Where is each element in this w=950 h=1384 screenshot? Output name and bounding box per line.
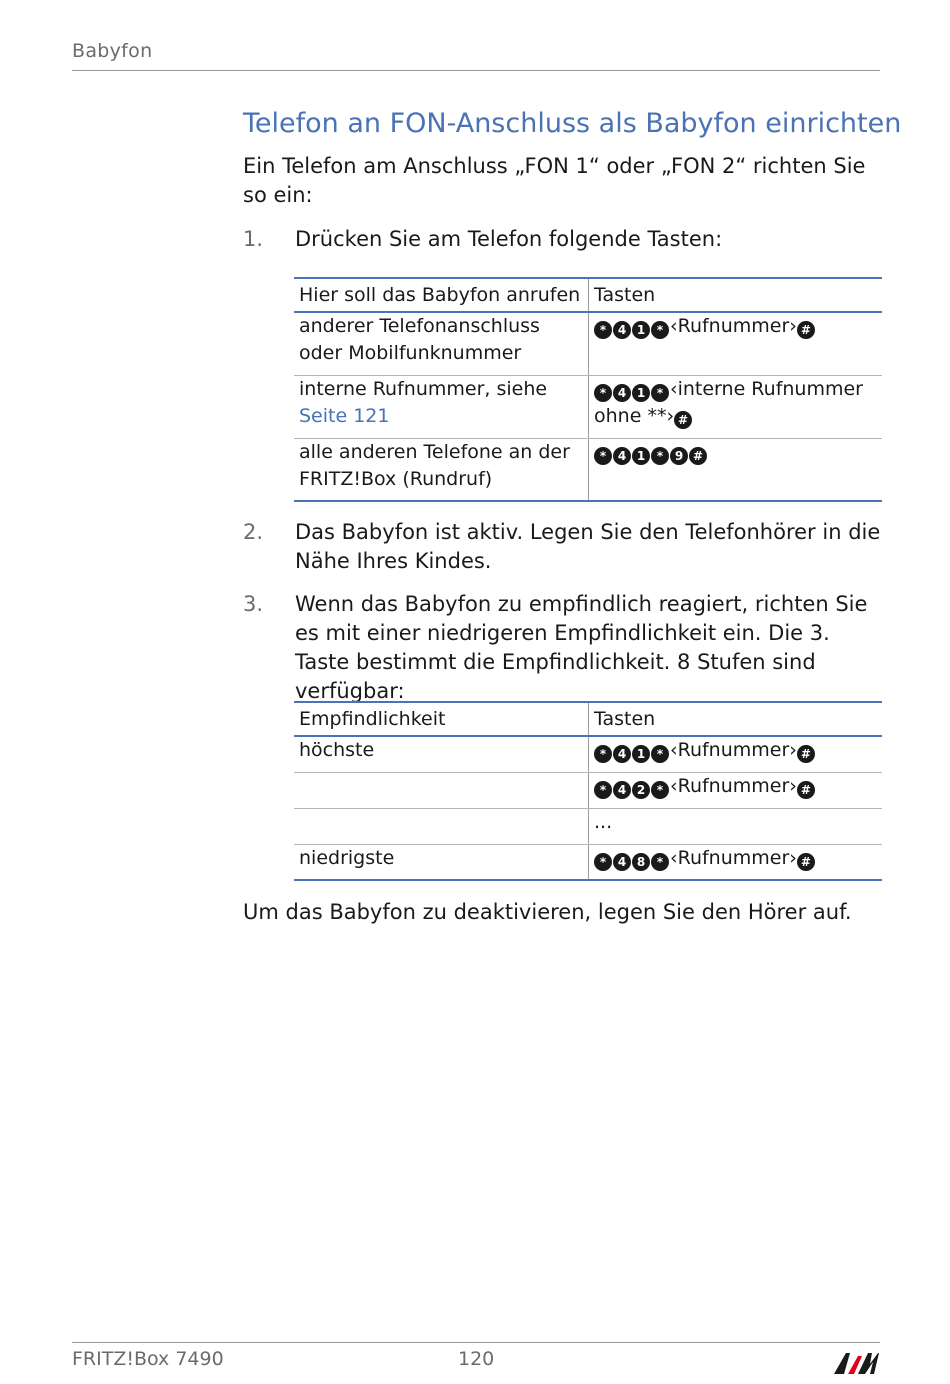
footer-product-name: FRITZ!Box 7490: [72, 1348, 224, 1370]
star-key-icon: *: [651, 384, 669, 402]
digit-1-key-icon: 1: [632, 745, 650, 763]
key-sequence-cell: [589, 312, 883, 375]
destination-cell: alle anderen Telefone an der FRITZ!Box (Rundruf): [294, 438, 589, 501]
hash-key-icon: #: [674, 411, 692, 429]
table-row: [294, 844, 882, 880]
sensitivity-keys-table: [294, 701, 882, 881]
column-header-destination: Hier soll das Babyfon anrufen: [294, 278, 589, 312]
sensitivity-cell: [294, 772, 589, 808]
closing-paragraph: Um das Babyfon zu deaktivieren, legen Sie den Hörer auf.: [243, 900, 852, 924]
key-sequence-text: ‹Rufnummer›: [670, 315, 797, 337]
key-sequence-text: ‹Rufnummer›: [670, 774, 797, 797]
star-key-icon: *: [651, 781, 669, 799]
hash-key-icon: #: [689, 447, 707, 465]
destination-cell: anderer Telefonanschluss oder Mobilfunknummer: [294, 312, 589, 375]
step-text: Drücken Sie am Telefon folgende Tasten:: [295, 227, 723, 251]
digit-4-key-icon: 4: [613, 745, 631, 763]
column-header-keys: Tasten: [589, 702, 883, 736]
page-number: 120: [458, 1348, 495, 1370]
star-key-icon: *: [651, 853, 669, 871]
intro-paragraph: Ein Telefon am Anschluss „FON 1“ oder „FON 2“ richten Sie so ein:: [243, 154, 866, 207]
star-key-icon: *: [651, 447, 669, 465]
key-sequence-text: ‹interne Rufnummer ohne **›: [594, 377, 863, 427]
step-number: 1.: [243, 227, 264, 251]
digit-9-key-icon: 9: [670, 447, 688, 465]
hash-key-icon: #: [797, 781, 815, 799]
star-key-icon: *: [651, 745, 669, 763]
digit-8-key-icon: 8: [632, 853, 650, 871]
header-divider: [72, 70, 880, 71]
digit-4-key-icon: 4: [613, 447, 631, 465]
step-number: 2.: [243, 520, 264, 544]
star-key-icon: *: [594, 745, 612, 763]
table-row: [294, 736, 882, 772]
key-sequence-cell: [589, 736, 883, 772]
digit-2-key-icon: 2: [632, 781, 650, 799]
destination-cell: interne Rufnummer, siehe Seite 121: [294, 375, 589, 438]
section-title: Telefon an FON-Anschluss als Babyfon einrichten: [243, 108, 902, 139]
key-sequence-cell: [589, 438, 883, 501]
running-header: Babyfon: [72, 40, 153, 62]
table-row: [294, 375, 882, 438]
digit-1-key-icon: 1: [632, 321, 650, 339]
table-row: [294, 438, 882, 501]
key-sequence-text: ...: [594, 810, 613, 833]
table-row: [294, 808, 882, 844]
avm-logo-icon: [832, 1350, 880, 1376]
star-key-icon: *: [594, 384, 612, 402]
hash-key-icon: #: [797, 745, 815, 763]
destination-keys-table: [294, 277, 882, 502]
sensitivity-cell: [294, 808, 589, 844]
star-key-icon: *: [651, 321, 669, 339]
step-text: Das Babyfon ist aktiv. Legen Sie den Telefonhörer in die Nähe Ihres Kindes.: [295, 520, 881, 573]
table-header-row: [294, 702, 882, 736]
star-key-icon: *: [594, 447, 612, 465]
digit-4-key-icon: 4: [613, 321, 631, 339]
digit-4-key-icon: 4: [613, 781, 631, 799]
column-header-sensitivity: Empfindlichkeit: [294, 702, 589, 736]
star-key-icon: *: [594, 321, 612, 339]
sensitivity-cell: niedrigste: [294, 844, 589, 880]
key-sequence-cell: [589, 844, 883, 880]
digit-4-key-icon: 4: [613, 384, 631, 402]
step-text: Wenn das Babyfon zu empfindlich reagiert, richten Sie es mit einer niedrigeren Empfindlichkeit ein. Die 3. Taste bestimmt die Empfindlichkeit. 8 Stufen sind verfügbar:: [295, 592, 868, 703]
key-sequence-cell: [589, 772, 883, 808]
digit-1-key-icon: 1: [632, 447, 650, 465]
table-row: [294, 312, 882, 375]
key-sequence-text: ‹Rufnummer›: [670, 846, 797, 869]
digit-4-key-icon: 4: [613, 853, 631, 871]
page-reference-link[interactable]: Seite 121: [299, 404, 390, 427]
footer-divider: [72, 1342, 880, 1343]
key-sequence-cell: [589, 375, 883, 438]
star-key-icon: *: [594, 781, 612, 799]
hash-key-icon: #: [797, 853, 815, 871]
key-sequence-cell: [589, 808, 883, 844]
hash-key-icon: #: [797, 321, 815, 339]
key-sequence-text: ‹Rufnummer›: [670, 739, 797, 761]
sensitivity-cell: höchste: [294, 736, 589, 772]
table-header-row: [294, 278, 882, 312]
star-key-icon: *: [594, 853, 612, 871]
step-number: 3.: [243, 592, 264, 616]
table-row: [294, 772, 882, 808]
column-header-keys: Tasten: [589, 278, 883, 312]
digit-1-key-icon: 1: [632, 384, 650, 402]
